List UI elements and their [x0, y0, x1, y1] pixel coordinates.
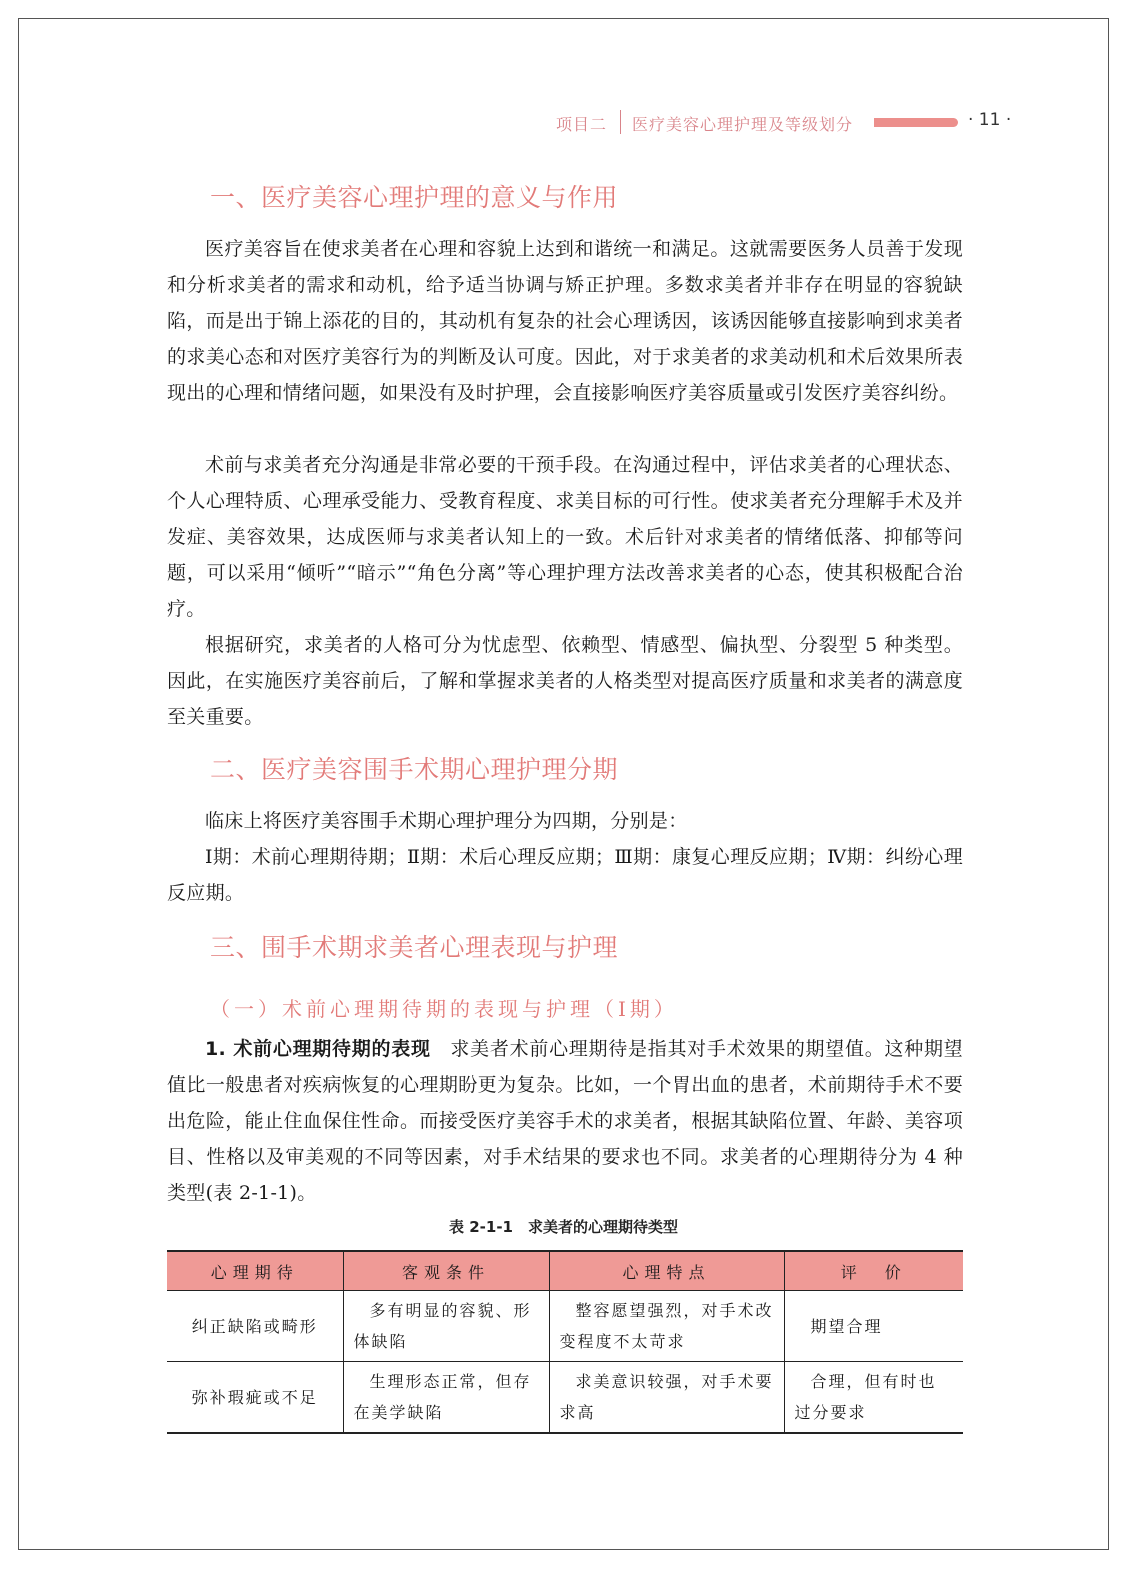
- header-decor-bar: [874, 118, 958, 127]
- table-header-row: [167, 1251, 963, 1291]
- section2-paragraph-1: 临床上将医疗美容围手术期心理护理分为四期，分别是：: [205, 810, 688, 832]
- running-header: [0, 108, 1127, 138]
- header-chapter: 医疗美容心理护理及等级划分: [632, 115, 854, 134]
- item-title: 1. 术前心理期待期的表现: [205, 1038, 431, 1060]
- section2-heading: 二、医疗美容围手术期心理护理分期: [210, 755, 619, 784]
- item-spacer: [431, 1038, 451, 1060]
- section1-paragraph-3: 根据研究，求美者的人格可分为忧虑型、依赖型、情感型、偏执型、分裂型 5 种类型。因此，在实施医疗美容前后，了解和掌握求美者的人格类型对提高医疗质量和求美者的满意度至关重要。: [167, 634, 963, 728]
- table-cell: 合理，但有时也过分要求: [784, 1362, 963, 1434]
- table-row: [167, 1362, 963, 1434]
- header-separator: [620, 110, 621, 134]
- section3-subheading: （一）术前心理期待期的表现与护理（Ⅰ期）: [210, 997, 678, 1021]
- page-number: · 11 ·: [968, 110, 1012, 130]
- table-caption: 表 2-1-1 求美者的心理期待类型: [449, 1218, 678, 1236]
- section1-heading: 一、医疗美容心理护理的意义与作用: [210, 183, 619, 212]
- table-header-cell: 心理期待: [167, 1251, 343, 1291]
- item-text: 求美者术前心理期待是指其对手术效果的期望值。这种期望值比一般患者对疾病恢复的心理期盼更为复杂。比如，一个胃出血的患者，术前期待手术不要出危险，能止住血保住性命。而接受医疗美容手术的求美者，根据其缺陷位置、年龄、美容项目、性格以及审美观的不同等因素，对手术结果的要求也不同。求美者的心理期待分为 4 种类型(表 2-1-1)。: [167, 1038, 963, 1204]
- table-cell: 多有明显的容貌、形体缺陷: [343, 1291, 549, 1362]
- section1-paragraph-1: 医疗美容旨在使求美者在心理和容貌上达到和谐统一和满足。这就需要医务人员善于发现和分析求美者的需求和动机，给予适当协调与矫正护理。多数求美者并非存在明显的容貌缺陷，而是出于锦上添花的目的，其动机有复杂的社会心理诱因，该诱因能够直接影响到求美者的求美心态和对医疗美容行为的判断及认可度。因此，对于求美者的求美动机和术后效果所表现出的心理和情绪问题，如果没有及时护理，会直接影响医疗美容质量或引发医疗美容纠纷。: [167, 238, 963, 404]
- table-cell: 弥补瑕疵或不足: [167, 1362, 343, 1434]
- table-row: [167, 1291, 963, 1362]
- table-cell: 求美意识较强，对手术要求高: [549, 1362, 784, 1434]
- table-cell: 整容愿望强烈，对手术改变程度不太苛求: [549, 1291, 784, 1362]
- table-header-cell: 心理特点: [549, 1251, 784, 1291]
- table-cell: 期望合理: [784, 1291, 963, 1362]
- section2-paragraph-2: Ⅰ期：术前心理期待期；Ⅱ期：术后心理反应期；Ⅲ期：康复心理反应期；Ⅳ期：纠纷心理反应期。: [167, 846, 963, 904]
- table-cell: 纠正缺陷或畸形: [167, 1291, 343, 1362]
- section1-paragraph-2: 术前与求美者充分沟通是非常必要的干预手段。在沟通过程中，评估求美者的心理状态、个人心理特质、心理承受能力、受教育程度、求美目标的可行性。使求美者充分理解手术及并发症、美容效果，达成医师与求美者认知上的一致。术后针对求美者的情绪低落、抑郁等问题，可以采用“倾听”“暗示”“角色分离”等心理护理方法改善求美者的心态，使其积极配合治疗。: [167, 454, 963, 620]
- section3-heading: 三、围手术期求美者心理表现与护理: [210, 933, 619, 962]
- section3-item-1: [167, 1031, 963, 1211]
- table-cell: 生理形态正常，但存在美学缺陷: [343, 1362, 549, 1434]
- expectation-types-table: [167, 1250, 963, 1434]
- table-header-cell: 评 价: [784, 1251, 963, 1291]
- table-header-cell: 客观条件: [343, 1251, 549, 1291]
- header-project: 项目二: [556, 115, 608, 134]
